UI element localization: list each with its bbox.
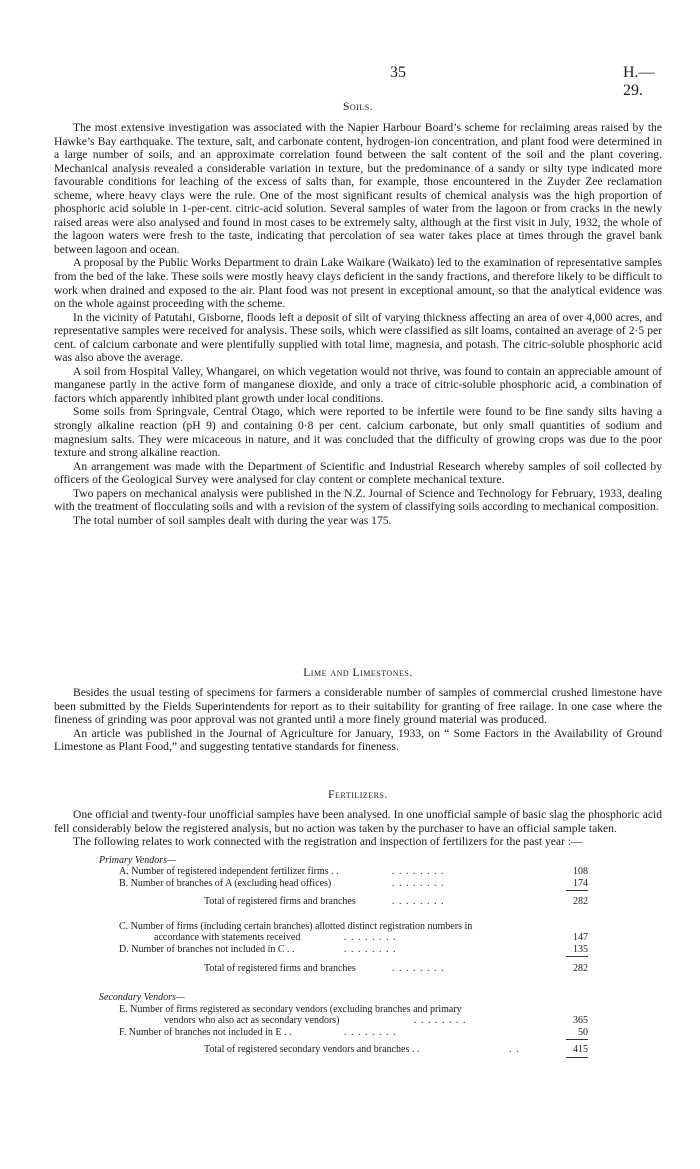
dot-leader: . . . . . . . . [344, 932, 397, 943]
section-body-soils [54, 121, 662, 527]
table-total-row [54, 963, 662, 975]
paragraph: The following relates to work connected with the registration and inspection of fertilizers for the past year :— [73, 835, 583, 849]
total-value: 282 [573, 963, 588, 974]
section-heading-soils: Soils. [342, 101, 374, 113]
dot-leader: . . . . . . . . [414, 1015, 467, 1026]
table-row [54, 1015, 662, 1027]
section-body-lime [54, 686, 662, 754]
section-heading-lime: Lime and Limestones. [303, 667, 413, 679]
dot-leader: . . . . . . . . [344, 1027, 397, 1038]
sum-rule [566, 890, 588, 891]
dot-leader: . . . . . . . . [392, 963, 445, 974]
dot-leader: . . . . . . . . [344, 944, 397, 955]
row-label: D. Number of branches not included in C . . [119, 944, 295, 955]
row-label: A. Number of registered independent fertilizer firms . . [119, 866, 339, 877]
table-row [54, 921, 662, 933]
section-heading-fertilizers: Fertilizers. [328, 789, 388, 801]
dot-leader: . . . . . . . . [392, 896, 445, 907]
total-label: Total of registered firms and branches [204, 963, 356, 974]
dot-leader: . . [509, 1044, 520, 1055]
page-number: 35 [390, 64, 406, 81]
row-value: 135 [573, 944, 588, 955]
row-label: E. Number of firms registered as secondary vendors (excluding branches and primary [119, 1004, 462, 1015]
report-reference: H.—29. [623, 64, 655, 99]
paragraph: A proposal by the Public Works Department to drain Lake Waikare (Waikato) led to the examination of representative samples from the bed of the lake. These soils were mostly heavy clays deficient in the sandy fractions, and therefore likely to be difficult to work when drained and exposed to the air. Plant food was not present in exceptional amount, so that the analytical evidence was on the whole against proceeding with the scheme. [54, 256, 662, 311]
primary-vendors-label: Primary Vendors— [99, 855, 176, 866]
table-total-row [54, 896, 662, 908]
table-row [54, 932, 662, 944]
paragraph: A soil from Hospital Valley, Whangarei, on which vegetation would not thrive, was found to contain an appreciable amount of manganese partly in the active form of manganese dioxide, and only a trace of citric-soluble phosphoric acid, a combination of factors which apparently inhibited plant growth under local conditions. [54, 364, 662, 405]
paragraph: Besides the usual testing of specimens for farmers a considerable number of samples of commercial crushed limestone have been submitted by the Fields Superintendents for report as to their suitability for granting of free railage. In one case where the fineness of grinding was poor approval was not granted until a more finely ground material was produced. [54, 686, 662, 727]
row-label: F. Number of branches not included in E . . [119, 1027, 292, 1038]
sum-rule [566, 1039, 588, 1040]
dot-leader: . . . . . . . . [392, 878, 445, 889]
section-body-fertilizers [54, 808, 662, 849]
sum-rule [566, 1057, 588, 1058]
row-value: 365 [573, 1015, 588, 1026]
row-label-continued: vendors who also act as secondary vendors) [164, 1015, 340, 1026]
paragraph: One official and twenty-four unofficial samples have been analysed. In one unofficial sample of basic slag the phosphoric acid fell considerably below the registered analysis, but no action was taken by the purchaser to have an official sample taken. [54, 808, 662, 835]
row-label: C. Number of firms (including certain branches) allotted distinct registration numbers in [119, 921, 473, 932]
row-label: B. Number of branches of A (excluding head offices) [119, 878, 332, 889]
table-total-row [54, 1044, 662, 1056]
table-row [54, 866, 662, 878]
row-value: 174 [573, 878, 588, 889]
paragraph: The total number of soil samples dealt with during the year was 175. [73, 513, 392, 527]
paragraph: The most extensive investigation was associated with the Napier Harbour Board’s scheme for reclaiming areas raised by the Hawke’s Bay earthquake. The texture, salt, and carbonate content, hydrogen-ion concentration, and plant food were determined in a large number of soils, and an approximate correlation found between the salt content of the soil and the plant covering. Mechanical analysis revealed a considerable variation in texture, but the predominance of a sandy or silty type indicated more favourable conditions for leaching of the excess of salts than, for example, those encountered in the Zuyder Zee reclamation scheme, where heavy clays were the rule. One of the most significant results of chemical analysis was the high proportion of phosphoric acid soluble in 1-per-cent. citric-acid solution. Several samples of water from the lagoon or from cracks in the newly raised areas were also analysed and found in most cases to be extremely salty, although at the first visit in July, 1932, the whole of the lagoon waters were fresh to the taste, indicating that percolation of sea water takes place at times through the gravel bank between lagoon and ocean. [54, 121, 662, 256]
paragraph: Two papers on mechanical analysis were published in the N.Z. Journal of Science and Technology for February, 1933, dealing with the treatment of flocculating soils and with a revision of the system of classifying soils according to mechanical composition. [54, 486, 662, 514]
total-label: Total of registered firms and branches [204, 896, 356, 907]
total-value: 415 [573, 1044, 588, 1055]
table-row [54, 944, 662, 956]
total-value: 282 [573, 896, 588, 907]
paragraph: An arrangement was made with the Department of Scientific and Industrial Research whereby samples of soil collected by officers of the Geological Survey were analysed for clay content or complete mechanical texture. [54, 459, 662, 487]
total-label: Total of registered secondary vendors and branches . . [204, 1044, 420, 1055]
row-value: 147 [573, 932, 588, 943]
row-value: 108 [573, 866, 588, 877]
paragraph: Some soils from Springvale, Central Otago, which were reported to be infertile were found to be fine sandy silts having a strongly alkaline reaction (pH 9) and containing 0·8 per cent. calcium carbonate, but only small quantities of sodium and magnesium salts. They were micaceous in nature, and it was concluded that the difficulty of growing crops was due to the poor texture and strong alkaline reaction. [54, 405, 662, 460]
row-label-continued: accordance with statements received [154, 932, 301, 943]
sum-rule [566, 956, 588, 957]
table-row [54, 1027, 662, 1039]
table-row [54, 878, 662, 890]
row-value: 50 [578, 1027, 588, 1038]
paragraph: In the vicinity of Patutahi, Gisborne, floods left a deposit of silt of varying thickness affecting an area of over 4,000 acres, and representative samples were received for analysis. These soils, which were classified as silt loams, contained an average of 2·5 per cent. of calcium carbonate and were plentifully supplied with total lime, magnesia, and potash. The citric-soluble phosphoric acid was also above the average. [54, 310, 662, 365]
dot-leader: . . . . . . . . [392, 866, 445, 877]
table-row [54, 1004, 662, 1016]
secondary-vendors-label: Secondary Vendors— [99, 992, 185, 1003]
paragraph: An article was published in the Journal of Agriculture for January, 1933, on “ Some Factors in the Availability of Ground Limestone as Plant Food,” and suggesting tentative standards for fineness. [54, 726, 662, 754]
